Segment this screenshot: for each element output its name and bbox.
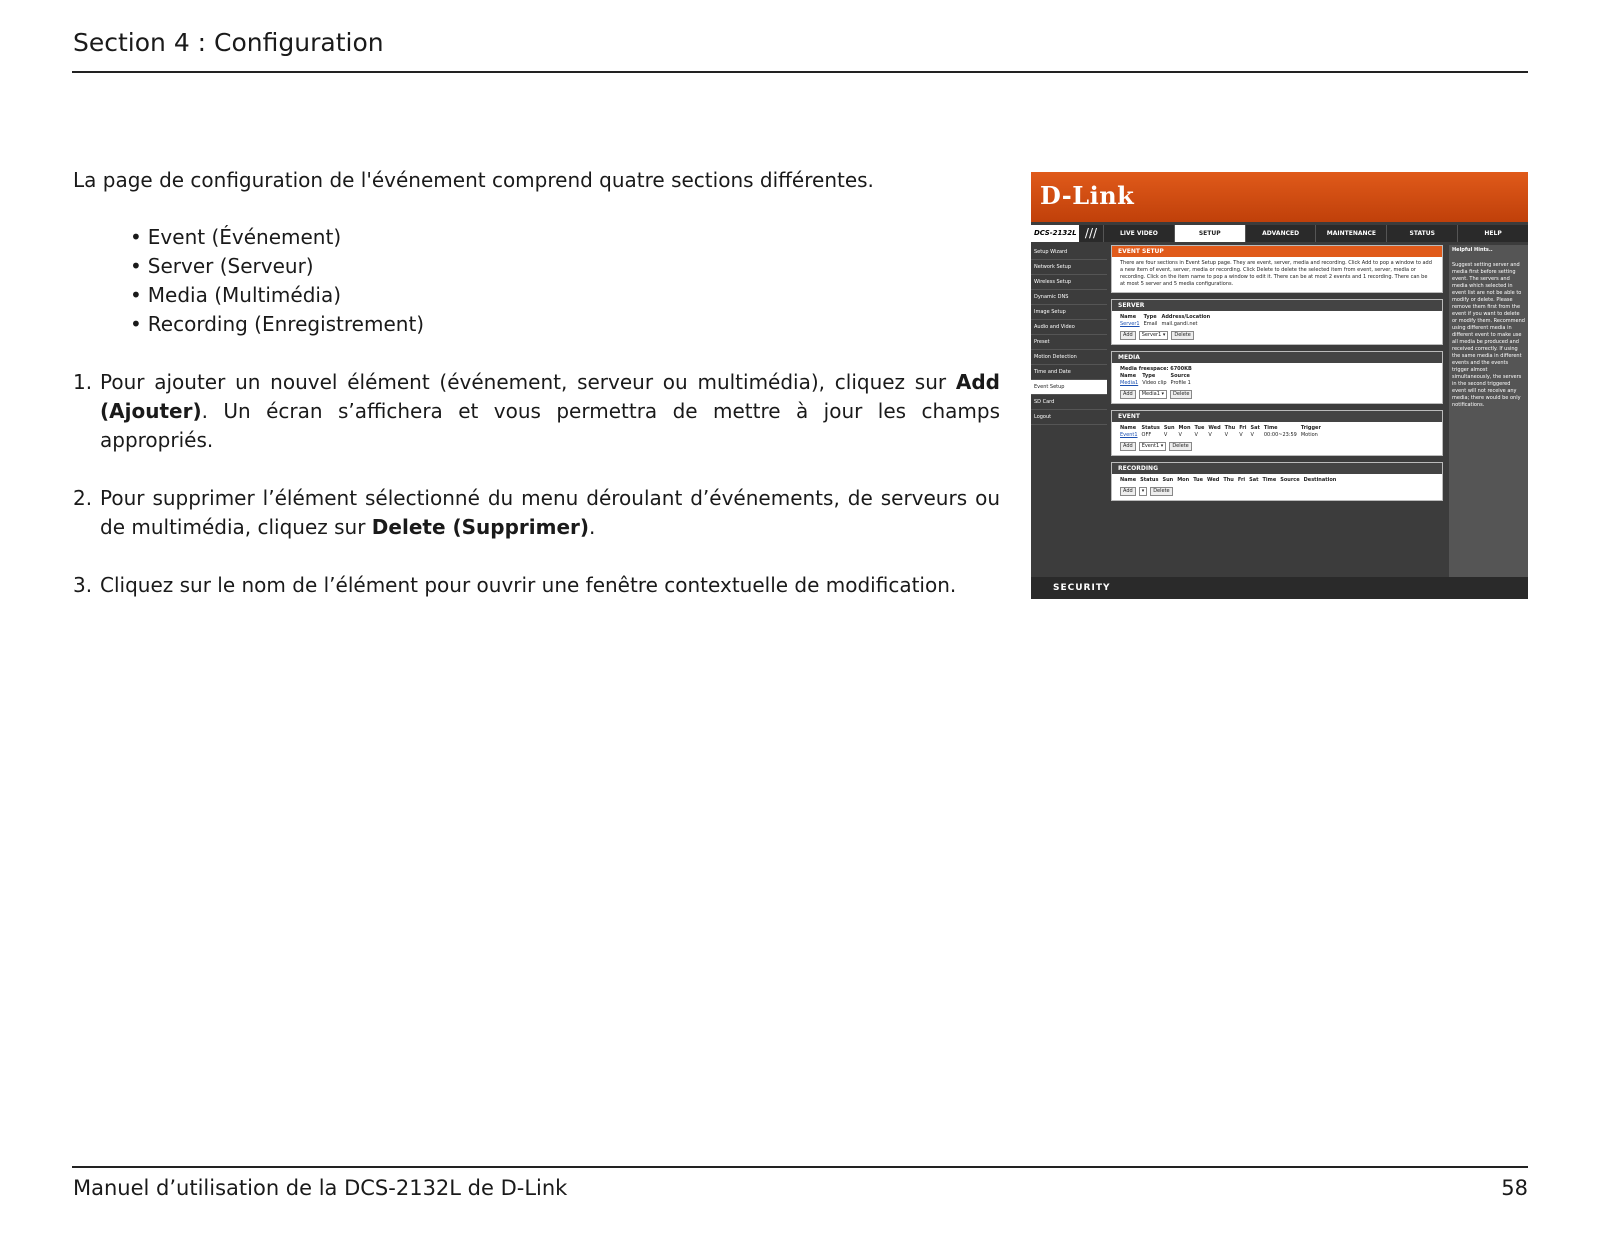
col-header: Sun (1163, 425, 1175, 431)
list-item: • Media (Multimédia) (130, 281, 1000, 310)
table-cell: Email (1143, 321, 1158, 327)
panel-title: EVENT (1112, 411, 1442, 422)
step-text-part: Pour supprimer l’élément sélectionné du menu déroulant d’événements, de serveurs ou de multimédia, cliquez sur (100, 486, 1000, 539)
header-rule (72, 71, 1528, 73)
col-header: Name (1120, 477, 1137, 483)
event-table (1120, 425, 1325, 439)
sidebar-item-wireless-setup[interactable]: Wireless Setup (1031, 275, 1107, 290)
recording-panel (1111, 462, 1443, 501)
table-cell: V (1194, 432, 1198, 438)
table-cell: Video clip (1142, 380, 1167, 386)
server-panel (1111, 299, 1443, 345)
model-label: DCS-2132L (1031, 225, 1079, 242)
table-cell: 00:00~23:59 (1263, 432, 1297, 438)
sidebar-item-dynamic-dns[interactable]: Dynamic DNS (1031, 290, 1107, 305)
delete-button[interactable]: Delete (1171, 331, 1193, 340)
col-header: Time (1263, 425, 1278, 431)
dlink-logo: D-Link (1040, 181, 1135, 210)
col-header: Wed (1208, 425, 1221, 431)
table-row (1120, 380, 1195, 387)
col-header: Source (1170, 373, 1190, 379)
col-header: Sat (1250, 425, 1260, 431)
panel-body (1112, 363, 1442, 403)
select-value: Media1 (1141, 391, 1160, 397)
event-setup-screenshot (1031, 172, 1528, 599)
section-title: Section 4 : Configuration (73, 28, 384, 57)
server-controls (1120, 331, 1434, 340)
panel-body (1112, 311, 1442, 344)
add-button[interactable]: Add (1120, 442, 1136, 451)
step-text-part: Cliquez sur le nom de l’élément pour ouvrir une fenêtre contextuelle de modification. (100, 573, 957, 597)
table-cell: mail.gandi.net (1161, 321, 1198, 327)
sidebar-item-preset[interactable]: Preset (1031, 335, 1107, 350)
table-cell: V (1250, 432, 1254, 438)
media-name-link[interactable]: Media1 (1120, 380, 1139, 386)
step-3 (73, 571, 1000, 600)
table-row (1120, 432, 1325, 439)
add-button[interactable]: Add (1120, 331, 1136, 340)
tab-status[interactable]: STATUS (1386, 225, 1457, 242)
sidebar-item-image-setup[interactable]: Image Setup (1031, 305, 1107, 320)
col-header: Name (1120, 373, 1137, 379)
add-button[interactable]: Add (1120, 390, 1136, 399)
col-header: Fri (1239, 425, 1247, 431)
recording-controls (1120, 487, 1434, 496)
delete-button[interactable]: Delete (1150, 487, 1172, 496)
footer-rule (72, 1166, 1528, 1168)
col-header: Thu (1224, 425, 1236, 431)
hints-text: Suggest setting server and media first before setting event. The servers and media which selected in event list are not be able to modify or delete. Please remove them first from the event if you want to delete or modify them. Recommend using different media in different event to make use all media be produced and received correctly. If using the same media in different events and the events trigger almost simultaneously, the servers in the second triggered event will not receive any media; there would be only notifications. (1452, 262, 1525, 408)
tab-maintenance[interactable]: MAINTENANCE (1315, 225, 1386, 242)
table-cell: V (1224, 432, 1229, 438)
step-text-part: Pour ajouter un nouvel élément (événement, serveur ou multimédia), cliquez sur (100, 370, 956, 394)
media-panel (1111, 351, 1443, 404)
col-header: Name (1120, 425, 1137, 431)
col-header: Status (1140, 477, 1159, 483)
panel-title: MEDIA (1112, 352, 1442, 363)
tab-live-video[interactable]: LIVE VIDEO (1103, 225, 1174, 242)
col-header: Sat (1249, 477, 1259, 483)
event-name-link[interactable]: Event1 (1120, 432, 1138, 438)
panel-body (1112, 422, 1442, 455)
col-header: Destination (1303, 477, 1337, 483)
table-row (1120, 321, 1214, 328)
table-cell: V (1178, 432, 1182, 438)
media-select[interactable]: Media1 ▾ (1139, 390, 1167, 399)
step-text-part: . Un écran s’affichera et vous permettra de mettre à jour les champs appropriés. (100, 399, 1000, 452)
add-button[interactable]: Add (1120, 487, 1136, 496)
sidebar-item-setup-wizard[interactable]: Setup Wizard (1031, 245, 1107, 260)
manual-title: Manuel d’utilisation de la DCS-2132L de D-Link (73, 1176, 568, 1200)
media-table (1120, 373, 1195, 387)
col-header: Time (1262, 477, 1277, 483)
col-header: Sun (1162, 477, 1174, 483)
top-nav (1031, 225, 1528, 242)
sidebar-item-network-setup[interactable]: Network Setup (1031, 260, 1107, 275)
list-item: • Server (Serveur) (130, 252, 1000, 281)
col-header: Trigger (1300, 425, 1321, 431)
select-value: Event1 (1141, 443, 1160, 449)
media-controls (1120, 390, 1434, 399)
event-setup-panel (1111, 245, 1443, 293)
section-list (130, 223, 1000, 339)
server-table (1120, 314, 1214, 328)
event-panel (1111, 410, 1443, 456)
sidebar-item-logout[interactable]: Logout (1031, 410, 1107, 425)
step-bold: Add (Ajouter) (100, 370, 1000, 423)
col-header: Type (1143, 314, 1157, 320)
sidebar-item-sd-card[interactable]: SD Card (1031, 395, 1107, 410)
table-cell: V (1239, 432, 1243, 438)
table-cell: Motion (1300, 432, 1318, 438)
col-header: Type (1142, 373, 1156, 379)
col-header: Status (1141, 425, 1160, 431)
list-item: • Recording (Enregistrement) (130, 310, 1000, 339)
step-text (100, 368, 1000, 455)
recording-table (1120, 477, 1340, 484)
tab-advanced[interactable]: ADVANCED (1245, 225, 1316, 242)
step-number: 1. (73, 370, 93, 394)
select-value: Server1 (1141, 332, 1162, 338)
intro-paragraph: La page de configuration de l'événement comprend quatre sections différentes. (73, 168, 874, 192)
step-bold: Delete (Supprimer) (371, 515, 590, 539)
step-text (100, 571, 1000, 600)
tab-help[interactable]: HELP (1457, 225, 1528, 242)
panel-body (1112, 474, 1442, 500)
col-header: Wed (1207, 477, 1220, 483)
security-footer: SECURITY (1031, 577, 1528, 599)
col-header: Name (1120, 314, 1137, 320)
col-header: Tue (1193, 477, 1203, 483)
sidebar-item-audio-video[interactable]: Audio and Video (1031, 320, 1107, 335)
step-text (100, 484, 1000, 542)
panel-description: There are four sections in Event Setup page. They are event, server, media and recording. Click Add to pop a window to add a new item of event, server, media or recording. Click Delete to delete the selected item from event, server, media or recording. Click on the item name to pop a window to edit it. There can be at most 2 events and 1 recording. There can be at most 5 server and 5 media configurations. (1120, 260, 1432, 287)
server-name-link[interactable]: Server1 (1120, 321, 1140, 327)
server-select[interactable]: Server1 ▾ (1139, 331, 1169, 340)
sidebar-item-time-date[interactable]: Time and Date (1031, 365, 1107, 380)
panel-title: EVENT SETUP (1112, 246, 1442, 257)
table-cell: Profile 1 (1170, 380, 1191, 386)
col-header: Address/Location (1161, 314, 1211, 320)
step-1 (73, 368, 1000, 455)
tab-setup[interactable]: SETUP (1174, 225, 1245, 242)
brand-bar (1031, 172, 1528, 222)
delete-button[interactable]: Delete (1170, 390, 1192, 399)
hints-title: Helpful Hints.. (1452, 247, 1493, 253)
col-header: Source (1280, 477, 1300, 483)
table-cell: OFF (1141, 432, 1152, 438)
main-content (1111, 245, 1443, 507)
col-header: Thu (1223, 477, 1234, 483)
recording-select[interactable]: ▾ (1139, 487, 1148, 496)
step-number: 2. (73, 486, 93, 510)
col-header: Mon (1177, 477, 1190, 483)
delete-button[interactable]: Delete (1169, 442, 1191, 451)
sidebar (1031, 245, 1107, 425)
step-number: 3. (73, 573, 93, 597)
table-cell: V (1163, 432, 1168, 438)
col-header: Fri (1237, 477, 1246, 483)
helpful-hints (1449, 245, 1528, 577)
steps-list (73, 368, 1000, 600)
table-cell: V (1208, 432, 1212, 438)
nav-divider: /// (1084, 226, 1098, 240)
sidebar-item-event-setup[interactable]: Event Setup (1031, 380, 1107, 395)
col-header: Tue (1194, 425, 1205, 431)
media-freespace: Media freespace: 6700KB (1120, 366, 1192, 372)
sidebar-item-motion-detection[interactable]: Motion Detection (1031, 350, 1107, 365)
step-2 (73, 484, 1000, 542)
step-text-part: . (589, 515, 596, 539)
page-number: 58 (1501, 1176, 1528, 1200)
event-select[interactable]: Event1 ▾ (1139, 442, 1167, 451)
event-controls (1120, 442, 1434, 451)
col-header: Mon (1178, 425, 1191, 431)
list-item: • Event (Événement) (130, 223, 1000, 252)
panel-title: RECORDING (1112, 463, 1442, 474)
body-content (73, 166, 1000, 629)
panel-title: SERVER (1112, 300, 1442, 311)
